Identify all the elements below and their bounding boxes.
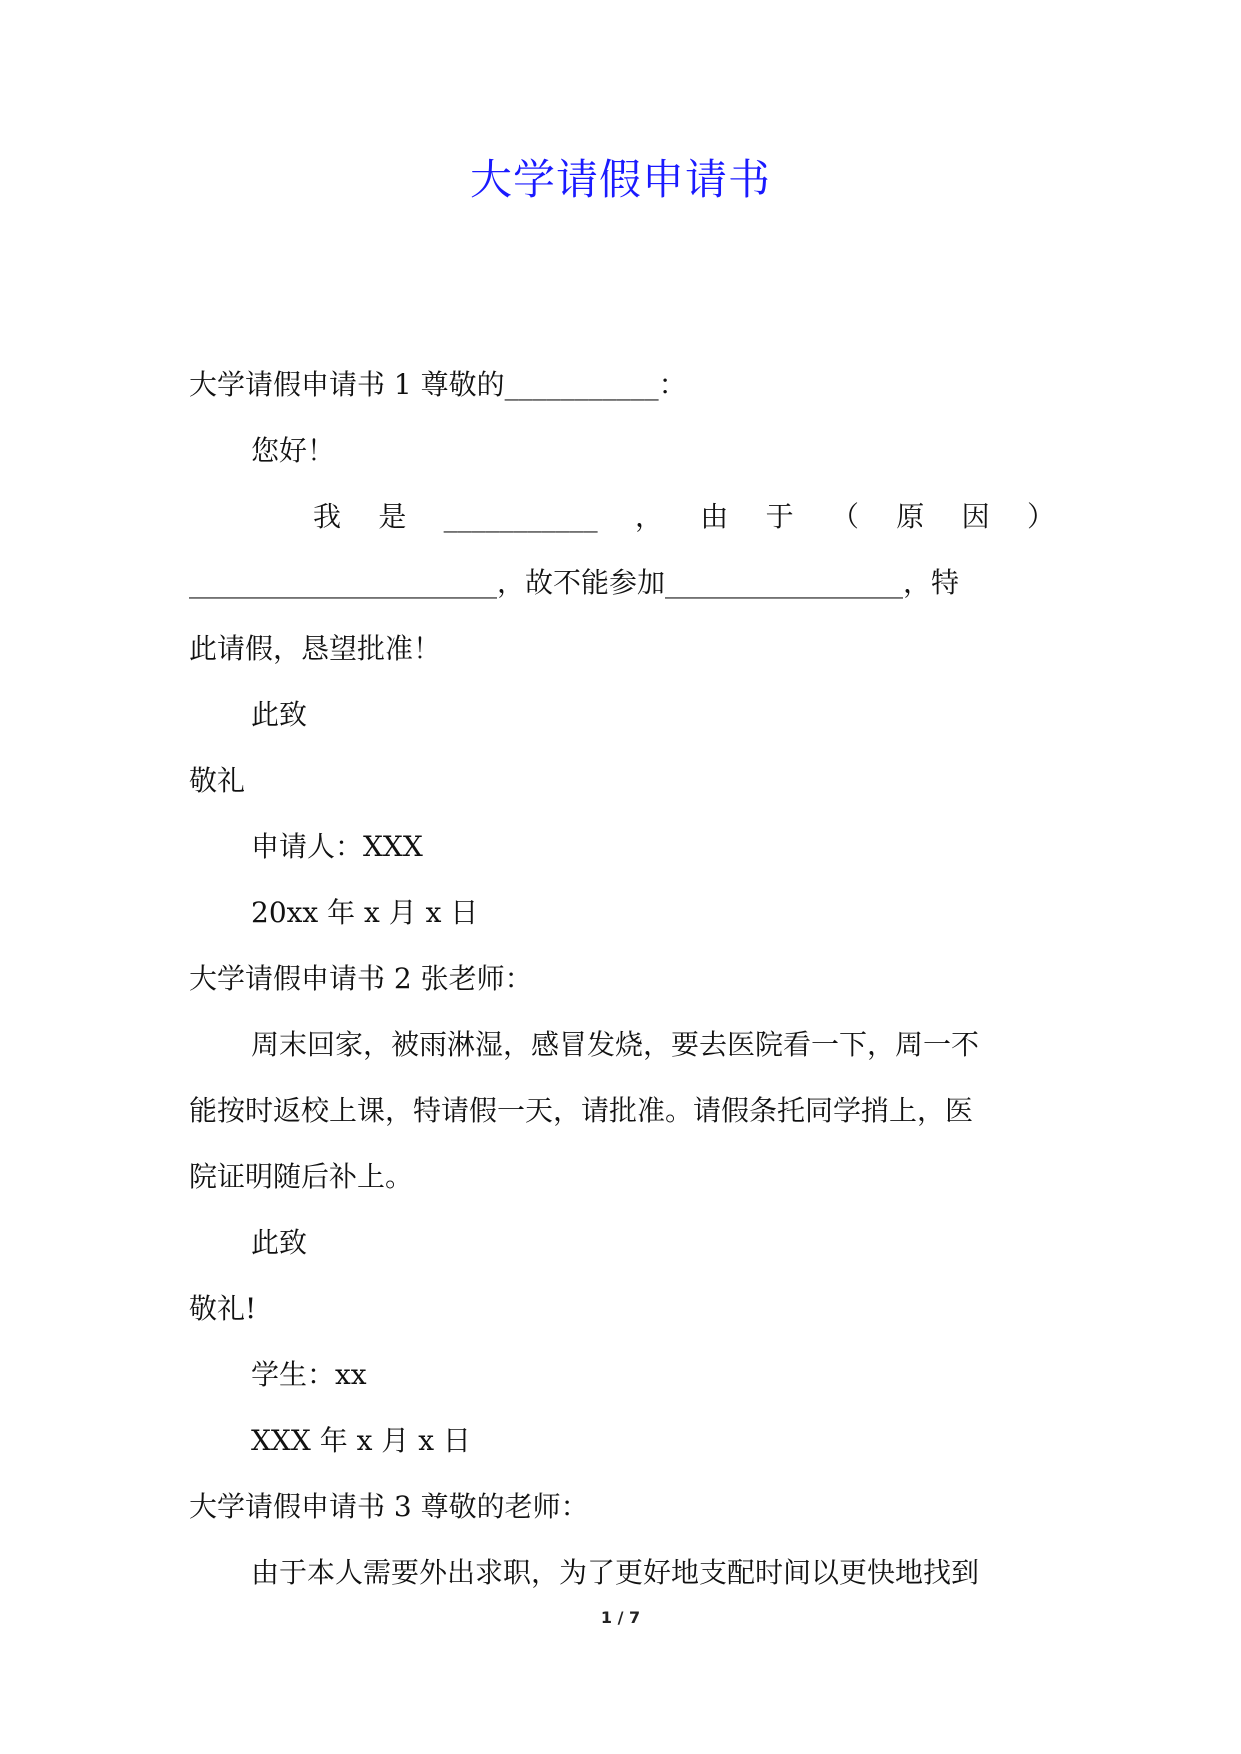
letter-1-greeting: 您好！ <box>251 434 336 467</box>
letter-1-closing: 此致 <box>251 698 308 731</box>
spread-word: ___________ <box>443 500 598 533</box>
spread-word: 我 <box>313 500 342 533</box>
spread-word: ， <box>634 500 663 533</box>
letter-2-body-line-1: 周末回家，被雨淋湿，感冒发烧，要去医院看一下，周一不 <box>251 1028 980 1061</box>
letter-3-heading: 大学请假申请书 3 尊敬的老师： <box>189 1490 589 1523</box>
document-title: 大学请假申请书 <box>469 155 771 204</box>
spread-word: （ <box>830 500 859 533</box>
letter-1-date: 20xx 年 x 月 x 日 <box>251 896 479 929</box>
document-body <box>189 352 1055 1606</box>
letter-2-salute: 敬礼! <box>189 1292 257 1325</box>
letter-1-signature: 申请人：XXX <box>251 830 423 863</box>
letter-2-heading: 大学请假申请书 2 张老师： <box>189 962 533 995</box>
letter-1-body-line-1 <box>189 484 1055 550</box>
spread-word: ） <box>1026 500 1055 533</box>
letter-1-body-line-3: 此请假，恳望批准！ <box>189 632 442 665</box>
letter-2-signature: 学生：xx <box>251 1358 367 1391</box>
spread-word: 原 <box>896 500 925 533</box>
letter-2-body-line-3: 院证明随后补上。 <box>189 1160 414 1193</box>
letter-2-body-line-2: 能按时返校上课，特请假一天，请批准。请假条托同学捎上，医 <box>189 1094 974 1127</box>
letter-1-body-line-2: ______________________，故不能参加_________________，特 <box>189 566 960 599</box>
spread-word: 是 <box>378 500 407 533</box>
page-indicator: 1 / 7 <box>600 1608 641 1627</box>
letter-1-salute: 敬礼 <box>189 764 246 797</box>
letter-1-heading: 大学请假申请书 1 尊敬的___________： <box>189 368 687 401</box>
letter-3-body-line-1: 由于本人需要外出求职，为了更好地支配时间以更快地找到 <box>251 1556 980 1589</box>
spread-word: 于 <box>765 500 794 533</box>
spread-word: 由 <box>700 500 729 533</box>
spread-word: 因 <box>961 500 990 533</box>
letter-2-closing: 此致 <box>251 1226 308 1259</box>
letter-2-date: XXX 年 x 月 x 日 <box>251 1424 471 1457</box>
